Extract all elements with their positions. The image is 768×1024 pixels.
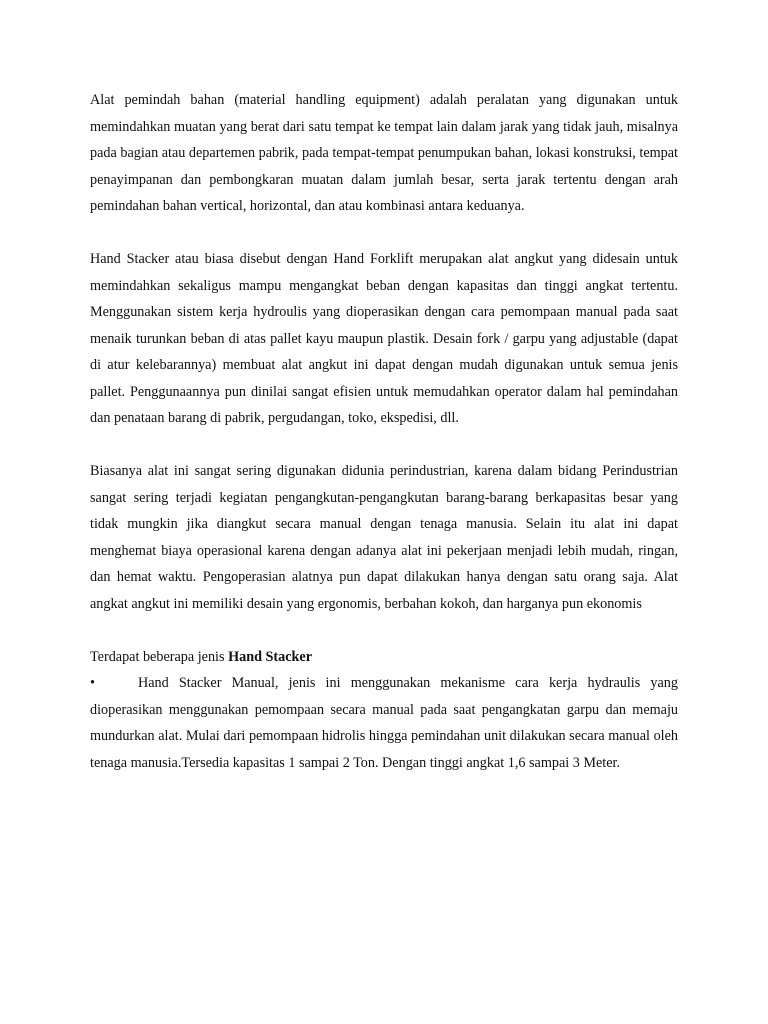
- types-intro-bold: Hand Stacker: [228, 648, 313, 665]
- paragraph-industrial-usage: Biasanya alat ini sangat sering digunakan didunia perindustrian, karena dalam bidang Perindustrian sangat sering terjadi kegiatan pengangkutan-pengangkutan barang-barang berkapasitas besar yang tidak mungkin jika diangkut secara manual dengan tenaga manusia. Selain itu alat ini dapat menghemat biaya operasional karena dengan adanya alat ini pekerjaan menjadi lebih mudah, ringan, dan hemat waktu. Pengoperasian alatnya pun dapat dilakukan hanya dengan satu orang saja. Alat angkat angkut ini memiliki desain yang ergonomis, berbahan kokoh, dan harganya pun ekonomis: [90, 463, 678, 612]
- paragraph-material-handling: Alat pemindah bahan (material handling equipment) adalah peralatan yang digunakan untuk memindahkan muatan yang berat dari satu tempat ke tempat lain dalam jarak yang tidak jauh, misalnya pada bagian atau departemen pabrik, pada tempat-tempat penumpukan bahan, lokasi konstruksi, tempat penayimpanan dan pembongkaran muatan dalam jumlah besar, serta jarak tertentu dengan arah pemindahan bahan vertical, horizontal, dan atau kombinasi antara keduanya.: [90, 92, 678, 214]
- paragraph-hand-stacker-definition: Hand Stacker atau biasa disebut dengan Hand Forklift merupakan alat angkut yang didesain untuk memindahkan sekaligus mampu mengangkat beban dengan kapasitas dan tinggi angkat tertentu. Menggunakan sistem kerja hydroulis yang dioperasikan dengan cara pemompaan manual pada saat menaik turunkan beban di atas pallet kayu maupun plastik. Desain fork / garpu yang adjustable (dapat di atur kelebarannya) membuat alat angkut ini dapat dengan mudah digunakan untuk semua jenis pallet. Penggunaannya pun dinilai sangat efisien untuk memudahkan operator dalam hal pemindahan dan penataan barang di pabrik, pergudangan, toko, ekspedisi, dll.: [90, 251, 678, 426]
- types-intro: [90, 644, 678, 671]
- list-item-hand-stacker-manual: [90, 670, 678, 776]
- list-item-text: Hand Stacker Manual, jenis ini menggunakan mekanisme cara kerja hydraulis yang dioperasikan menggunakan pemompaan secara manual pada saat pengangkatan garpu dan memaju mundurkan alat. Mulai dari pemompaan hidrolis hingga pemindahan unit dilakukan secara manual oleh tenaga manusia.Tersedia kapasitas 1 sampai 2 Ton. Dengan tinggi angkat 1,6 sampai 3 Meter.: [90, 675, 678, 771]
- types-intro-text: Terdapat beberapa jenis: [90, 648, 229, 665]
- bullet-icon: •: [90, 675, 95, 691]
- document-page: [90, 87, 678, 776]
